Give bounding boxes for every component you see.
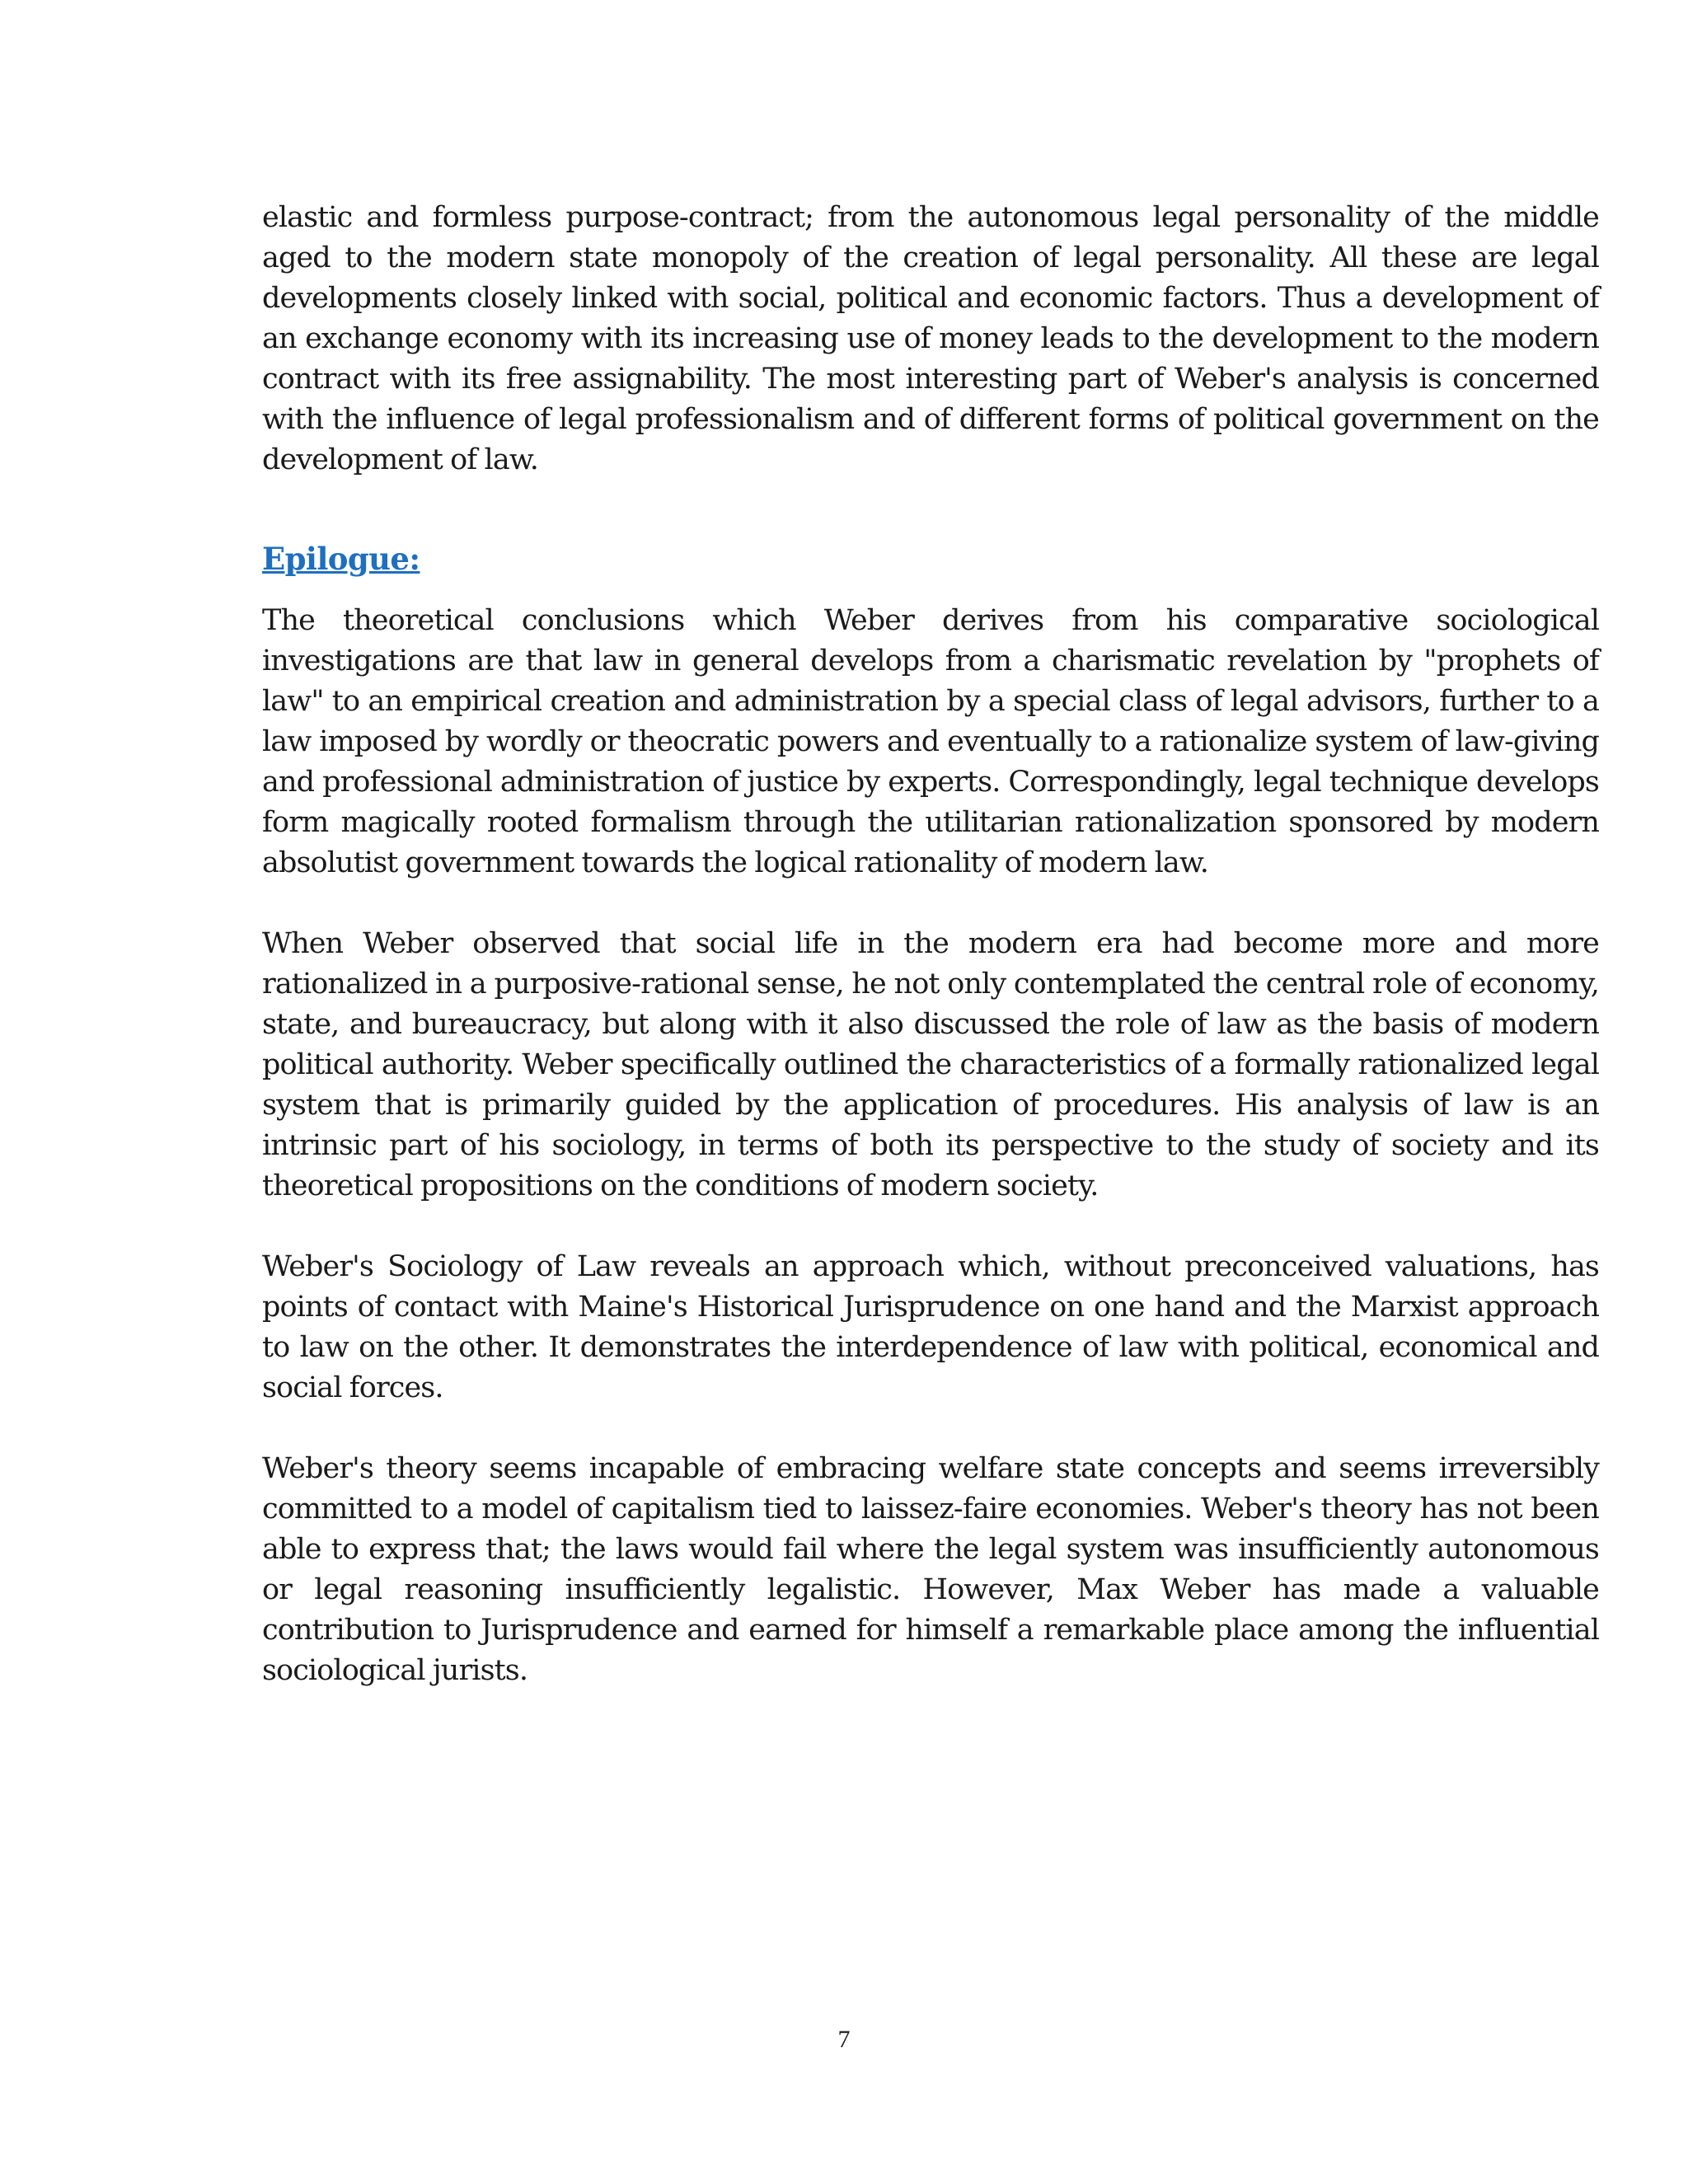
page-content xyxy=(262,198,1599,1691)
paragraph-epilogue-2: When Weber observed that social life in the modern era had become more and more rationalized in a purposive-rational sense, he not only contemplated the central role of economy, state, and bureaucracy, but along with it also discussed the role of law as the basis of modern political authority. Weber specifically outlined the characteristics of a formally rationalized legal system that is primarily guided by the application of procedures. His analysis of law is an intrinsic part of his sociology, in terms of both its perspective to the study of society and its theoretical propositions on the conditions of modern society. xyxy=(262,927,1599,1202)
paragraph-epilogue-4: Weber's theory seems incapable of embracing welfare state concepts and seems irreversibly committed to a model of capitalism tied to laissez-faire economies. Weber's theory has not been able to express that; the laws would fail where the legal system was insufficiently autonomous or legal reasoning insufficiently legalistic. However, Max Weber has made a valuable contribution to Jurisprudence and earned for himself a remarkable place among the influential sociological jurists. xyxy=(262,1452,1599,1687)
paragraph-epilogue-3: Weber's Sociology of Law reveals an approach which, without preconceived valuations, has points of contact with Maine's Historical Jurisprudence on one hand and the Marxist approach to law on the other. It demonstrates the interdependence of law with political, economical and social forces. xyxy=(262,1250,1599,1404)
page-number: 7 xyxy=(837,2026,851,2053)
paragraph-intro: elastic and formless purpose-contract; from the autonomous legal personality of the middle aged to the modern state monopoly of the creation of legal personality. All these are legal developments closely linked with social, political and economic factors. Thus a development of an exchange economy with its increasing use of money leads to the development to the modern contract with its free assignability. The most interesting part of Weber's analysis is concerned with the influence of legal professionalism and of different forms of political government on the development of law. xyxy=(262,201,1599,476)
section-heading-epilogue: Epilogue: xyxy=(262,541,420,577)
paragraph-epilogue-1: The theoretical conclusions which Weber derives from his comparative sociological investigations are that law in general develops from a charismatic revelation by "prophets of law" to an empirical creation and administration by a special class of legal advisors, further to a law imposed by wordly or theocratic powers and eventually to a rationalize system of law-giving and professional administration of justice by experts. Correspondingly, legal technique develops form magically rooted formalism through the utilitarian rationalization sponsored by modern absolutist government towards the logical rationality of modern law. xyxy=(262,604,1599,879)
